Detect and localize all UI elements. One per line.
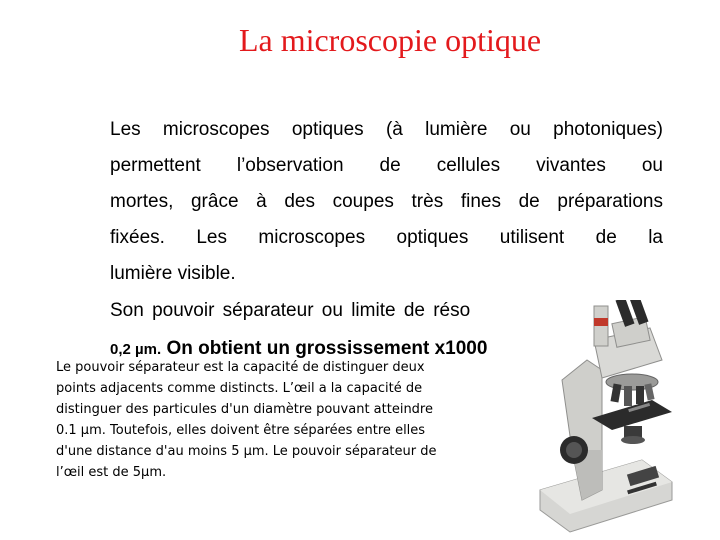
intro-line: lumière visible. [110,263,236,284]
intro-line: Les microscopes optiques (à lumière ou photoniques) [110,119,663,140]
resolution-text: Son pouvoir séparateur ou limite de réso [110,300,471,321]
slide-title: La microscopie optique [238,22,542,58]
intro-paragraph [110,112,663,292]
microscope-image [532,300,680,540]
magnification-value: On obtient un grossissement x1000 [161,338,488,359]
resolution-value: 0,2 µm. [110,341,162,358]
intro-line: mortes, grâce à des coupes très fines de préparations [110,191,663,212]
resolution-note: Le pouvoir séparateur est la capacité de distinguer deux points adjacents comme distincts. L’œil a la capacité de distinguer des particules d'un diamètre pouvant atteindre 0.1 µm. Toutefois, elles doivent être séparées entre elles d'une distance d'au moins 5 µm. Le pouvoir séparateur de l’œil est de 5µm. [56,360,437,480]
intro-line: permettent l’observation de cellules vivantes ou [110,155,663,176]
intro-line: fixées. Les microscopes optiques utilisent de la [110,227,663,248]
